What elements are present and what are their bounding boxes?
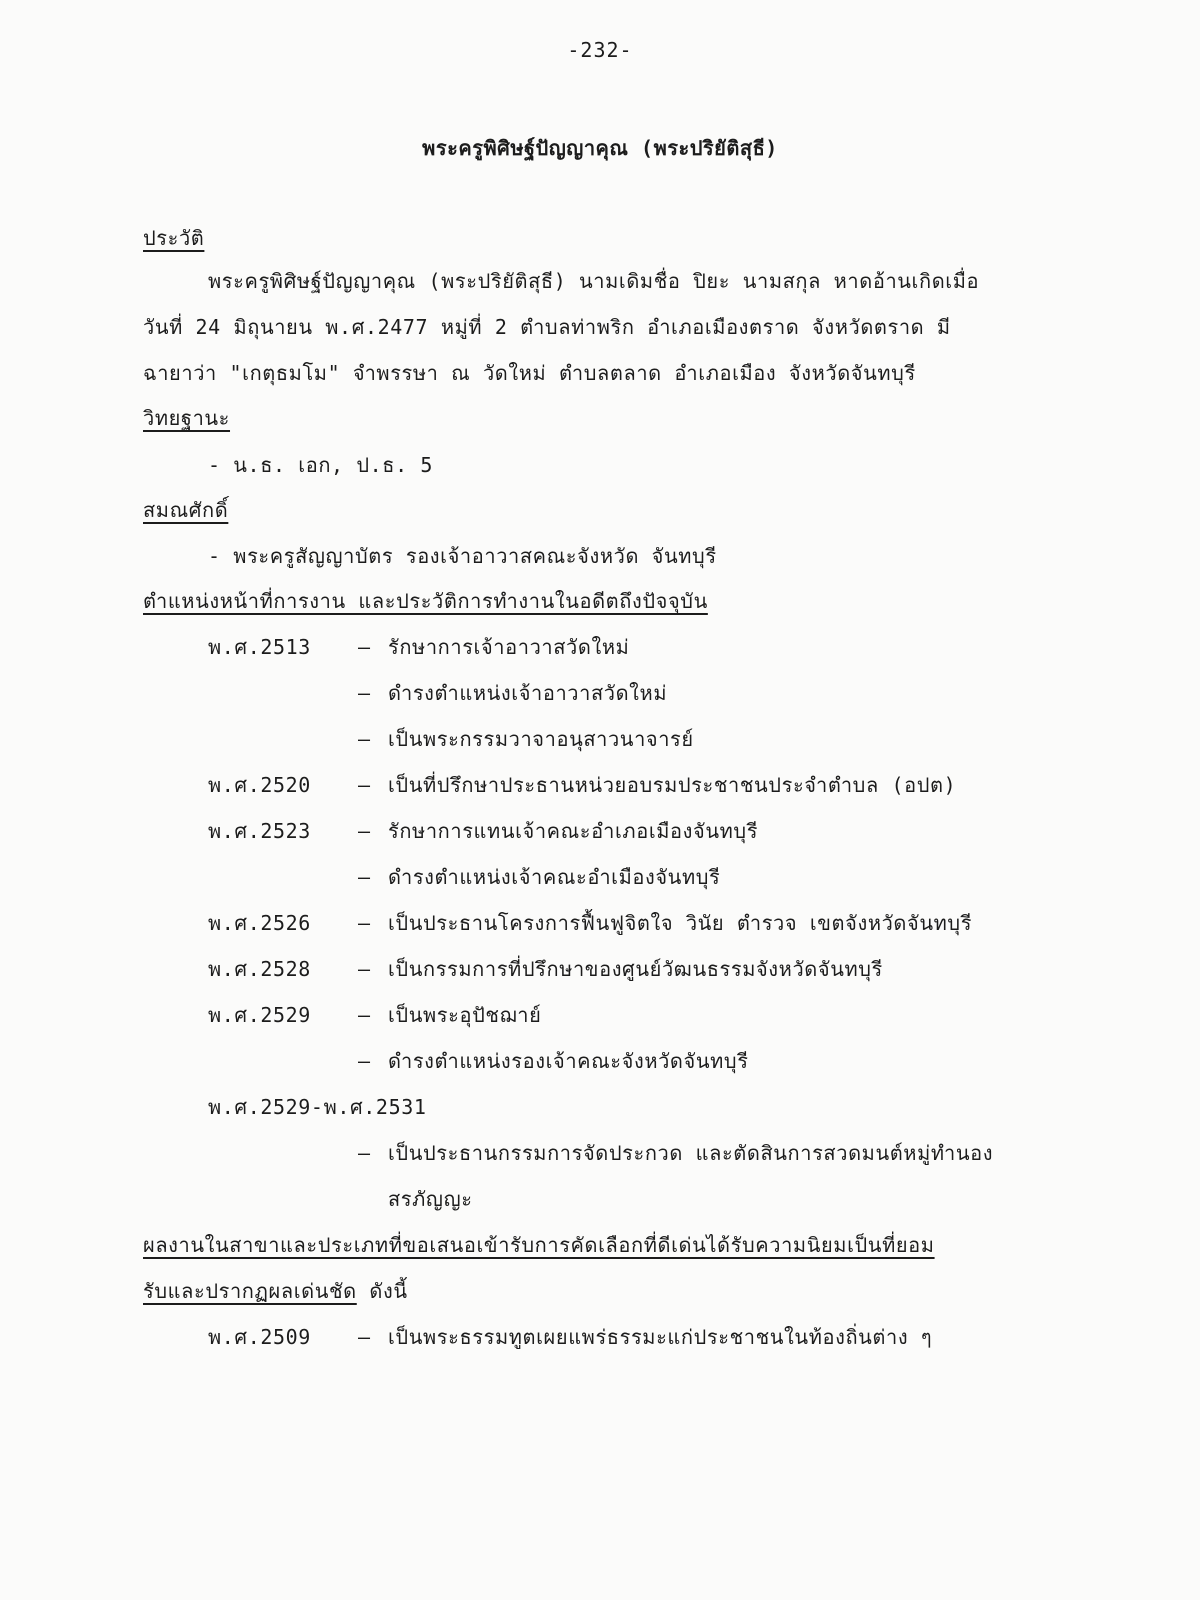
position-row bbox=[208, 1047, 749, 1075]
position-dash: – bbox=[358, 1141, 371, 1165]
range-text-1: เป็นประธานกรรมการจัดประกวด และตัดสินการสวดมนต์หมู่ทำนอง bbox=[388, 1141, 994, 1165]
position-dash: – bbox=[358, 819, 371, 843]
works-heading-underlined: รับและปรากฏผลเด่นชัด bbox=[143, 1279, 357, 1303]
position-row bbox=[208, 1001, 541, 1029]
position-dash: – bbox=[358, 635, 371, 659]
position-dash: – bbox=[358, 957, 371, 981]
works-year: พ.ศ.2509 bbox=[208, 1325, 311, 1349]
biography-line-3: ฉายาว่า "เกตุธมโม" จำพรรษา ณ วัดใหม่ ตำบลตลาด อำเภอเมือง จังหวัดจันทบุรี bbox=[143, 361, 916, 385]
positions-heading: ตำแหน่งหน้าที่การงาน และประวัติการทำงานในอดีตถึงปัจจุบัน bbox=[143, 589, 708, 613]
document-title: พระครูพิศิษฐ์ปัญญาคุณ (พระปริยัติสุธี) bbox=[422, 136, 778, 160]
range-row bbox=[358, 1139, 993, 1167]
education-heading: วิทยฐานะ bbox=[143, 406, 231, 430]
position-row bbox=[208, 725, 694, 753]
position-dash: – bbox=[358, 911, 371, 935]
position-dash: – bbox=[358, 681, 371, 705]
position-year: พ.ศ.2528 bbox=[208, 957, 311, 981]
position-text: เป็นกรรมการที่ปรึกษาของศูนย์วัฒนธรรมจังหวัดจันทบุรี bbox=[388, 957, 883, 981]
position-text: รักษาการเจ้าอาวาสวัดใหม่ bbox=[388, 635, 630, 659]
position-row bbox=[208, 909, 972, 937]
education-item: - น.ธ. เอก, ป.ธ. 5 bbox=[208, 453, 433, 477]
rank-heading: สมณศักดิ์ bbox=[143, 498, 229, 522]
position-dash: – bbox=[358, 773, 371, 797]
position-dash: – bbox=[358, 865, 371, 889]
position-row bbox=[208, 771, 956, 799]
works-text: เป็นพระธรรมทูตเผยแพร่ธรรมะแก่ประชาชนในท้องถิ่นต่าง ๆ bbox=[388, 1325, 933, 1349]
position-row bbox=[208, 679, 667, 707]
position-dash: – bbox=[358, 1003, 371, 1027]
position-text: เป็นที่ปรึกษาประธานหน่วยอบรมประชาชนประจำตำบล (อปต) bbox=[388, 773, 957, 797]
position-text: ดำรงตำแหน่งเจ้าคณะอำเมืองจันทบุรี bbox=[388, 865, 721, 889]
position-year: พ.ศ.2520 bbox=[208, 773, 311, 797]
page-number: -232- bbox=[567, 38, 633, 62]
biography-line-2: วันที่ 24 มิถุนายน พ.ศ.2477 หมู่ที่ 2 ตำบลท่าพริก อำเภอเมืองตราด จังหวัดตราด มี bbox=[143, 315, 951, 339]
position-dash: – bbox=[358, 1049, 371, 1073]
position-year: พ.ศ.2513 bbox=[208, 635, 311, 659]
position-row bbox=[208, 817, 758, 845]
position-year: พ.ศ.2523 bbox=[208, 819, 311, 843]
position-text: ดำรงตำแหน่งเจ้าอาวาสวัดใหม่ bbox=[388, 681, 668, 705]
position-row bbox=[208, 633, 629, 661]
position-text: รักษาการแทนเจ้าคณะอำเภอเมืองจันทบุรี bbox=[388, 819, 759, 843]
position-row bbox=[208, 863, 720, 891]
position-text: เป็นพระอุปัชฌาย์ bbox=[388, 1003, 542, 1027]
biography-line-1: พระครูพิศิษฐ์ปัญญาคุณ (พระปริยัติสุธี) นามเดิมชื่อ ปิยะ นามสกุล หาดอ้านเกิดเมื่อ bbox=[208, 269, 980, 293]
position-year: พ.ศ.2529 bbox=[208, 1003, 311, 1027]
works-dash: – bbox=[358, 1325, 371, 1349]
position-year: พ.ศ.2526 bbox=[208, 911, 311, 935]
position-row bbox=[208, 955, 883, 983]
works-heading-suffix: ดังนี้ bbox=[356, 1279, 408, 1303]
works-heading-line-2 bbox=[143, 1277, 408, 1305]
works-row bbox=[208, 1323, 932, 1351]
range-year: พ.ศ.2529-พ.ศ.2531 bbox=[208, 1095, 427, 1119]
position-dash: – bbox=[358, 727, 371, 751]
rank-item: - พระครูสัญญาบัตร รองเจ้าอาวาสคณะจังหวัด จันทบุรี bbox=[208, 544, 717, 568]
works-heading-line-1: ผลงานในสาขาและประเภทที่ขอเสนอเข้ารับการคัดเลือกที่ดีเด่นได้รับความนิยมเป็นที่ยอม bbox=[143, 1233, 935, 1257]
position-text: ดำรงตำแหน่งรองเจ้าคณะจังหวัดจันทบุรี bbox=[388, 1049, 749, 1073]
position-text: เป็นประธานโครงการฟื้นฟูจิตใจ วินัย ตำรวจ เขตจังหวัดจันทบุรี bbox=[388, 911, 973, 935]
position-text: เป็นพระกรรมวาจาอนุสาวนาจารย์ bbox=[388, 727, 694, 751]
range-text-2: สรภัญญะ bbox=[388, 1187, 473, 1211]
biography-heading: ประวัติ bbox=[143, 226, 205, 250]
